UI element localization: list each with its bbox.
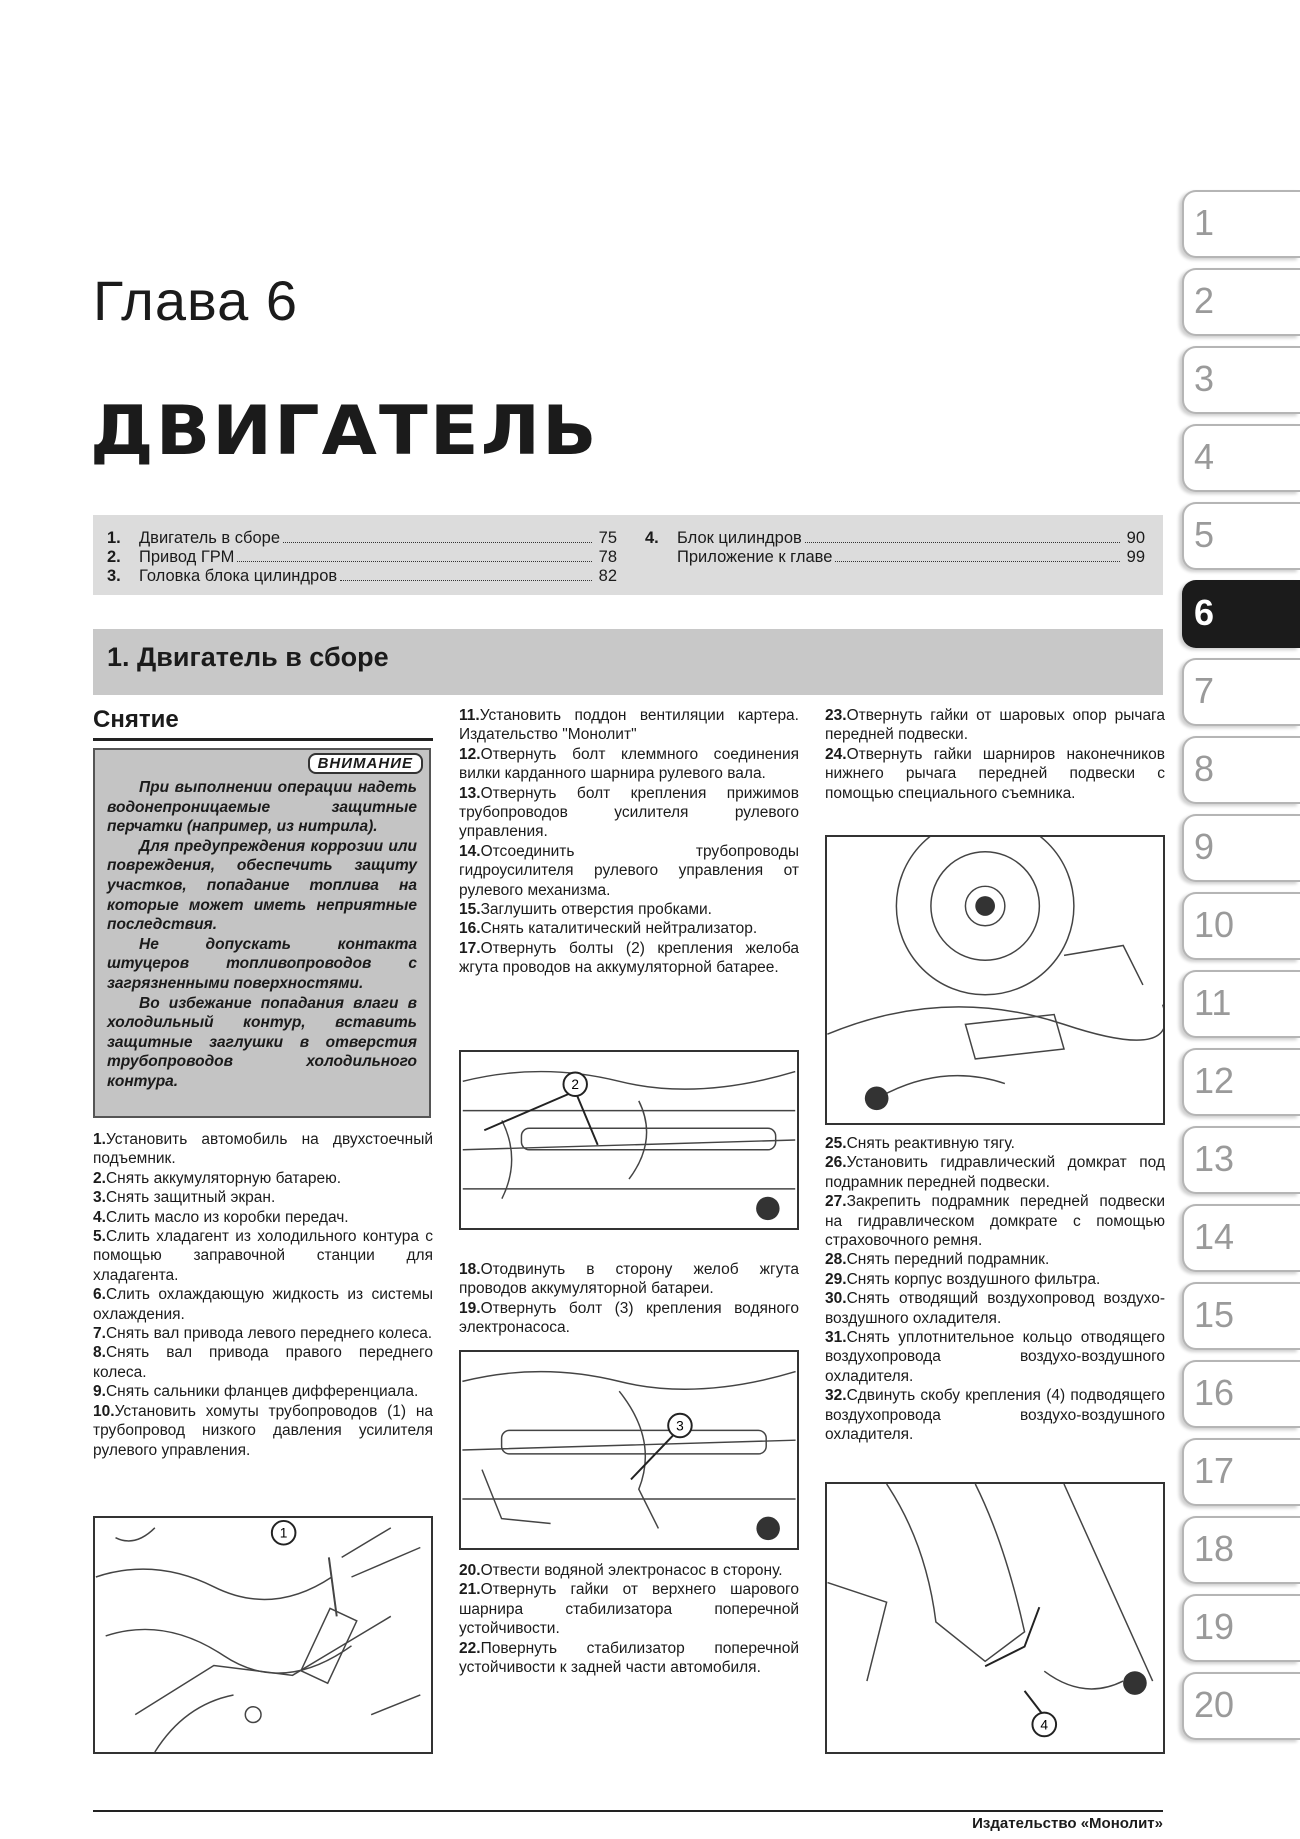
- step-number: 3.: [93, 1189, 106, 1207]
- steps-column-2a: [459, 706, 799, 978]
- chapter-tab-17[interactable]: [1182, 1438, 1300, 1506]
- toc-entry: [107, 548, 617, 567]
- warning-paragraph: При выполнении операции надеть водонепроницаемые защитные перчатки (например, из нитрила).: [107, 779, 417, 836]
- callout-1: 1: [279, 1525, 288, 1541]
- step-item: [825, 706, 1165, 745]
- step-item: [459, 900, 799, 919]
- chapter-tab-6[interactable]: [1182, 580, 1300, 648]
- step-text: Слить охлаждающую жидкость из системы охлаждения.: [93, 1286, 433, 1323]
- step-number: 31.: [825, 1329, 847, 1347]
- chapter-tab-label: 14: [1194, 1216, 1235, 1257]
- step-item: [93, 1324, 433, 1343]
- steps-column-1: [93, 1130, 433, 1460]
- step-item: [459, 1561, 799, 1580]
- toc-title: Блок цилиндров: [677, 529, 802, 547]
- step-number: 30.: [825, 1290, 847, 1308]
- water-pump-illustration: [461, 1352, 797, 1548]
- step-number: 24.: [825, 745, 847, 763]
- figure-harness-bolts: [459, 1050, 799, 1230]
- chapter-number: Глава 6: [93, 269, 298, 332]
- step-number: 22.: [459, 1639, 481, 1657]
- step-item: [93, 1382, 433, 1401]
- chapter-tab-label: 7: [1194, 670, 1215, 711]
- chapter-tab-label: 16: [1194, 1372, 1235, 1413]
- step-text: Снять отводящий воздухопровод воздухо-воздушного охладителя.: [825, 1290, 1165, 1327]
- toc-title: Привод ГРМ: [139, 548, 235, 566]
- step-number: 12.: [459, 745, 481, 763]
- step-text: Отвернуть болты (2) крепления желоба жгута проводов на аккумуляторной батарее.: [459, 939, 799, 977]
- chapter-tab-label: 20: [1194, 1684, 1235, 1725]
- toc-leader: [283, 529, 592, 543]
- chapter-contents: [93, 515, 1163, 595]
- toc-number: 4.: [645, 529, 659, 547]
- toc-entry: [107, 567, 617, 586]
- step-text: Отодвинуть в сторону желоб жгута проводов аккумуляторной батареи.: [459, 1261, 799, 1298]
- step-number: 11.: [459, 707, 480, 724]
- toc-page: 78: [598, 548, 617, 566]
- step-item: [93, 1188, 433, 1207]
- step-text: Снять реактивную тягу.: [846, 1135, 1015, 1152]
- section-title: 1. Двигатель в сборе: [107, 642, 389, 672]
- chapter-tab-label: 17: [1194, 1450, 1235, 1491]
- step-item: [459, 1260, 799, 1299]
- chapter-tab-label: 9: [1194, 826, 1215, 867]
- step-item: [459, 1639, 799, 1678]
- step-text: Снять корпус воздушного фильтра.: [846, 1270, 1101, 1288]
- callout-3: 3: [676, 1418, 684, 1434]
- air-duct-clip-illustration: [827, 1484, 1163, 1752]
- toc-entry: [645, 548, 1145, 567]
- figure-steering-clamp: [93, 1516, 433, 1754]
- chapter-tab-8[interactable]: [1182, 736, 1300, 804]
- callout-2: 2: [571, 1077, 580, 1093]
- step-number: 21.: [459, 1581, 481, 1599]
- toc-number: [645, 548, 677, 567]
- warning-text: [107, 778, 417, 1092]
- step-number: 19.: [459, 1299, 481, 1317]
- step-text: Отвернуть болт крепления прижимов трубопроводов усилителя рулевого управления.: [459, 784, 799, 841]
- chapter-tab-label: 18: [1194, 1528, 1235, 1569]
- step-text: Снять каталитический нейтрализатор.: [480, 920, 758, 938]
- step-text: Сдвинуть скобу крепления (4) подводящего воздухопровода воздухо-воздушного охладителя.: [825, 1387, 1165, 1444]
- step-text: Снять аккумуляторную батарею.: [105, 1169, 342, 1187]
- toc-entry: [107, 529, 617, 548]
- toc-number: 2.: [107, 548, 121, 566]
- steps-column-2c: [459, 1561, 799, 1677]
- toc-page: 90: [1126, 529, 1145, 547]
- step-number: 13.: [459, 784, 481, 802]
- chapter-tab-18[interactable]: [1182, 1516, 1300, 1584]
- step-item: [459, 784, 799, 842]
- step-item: [93, 1130, 433, 1169]
- steps-column-3b: [825, 1134, 1165, 1445]
- warning-paragraph: Не допускать контакта штуцеров топливопроводов с загрязненными поверхностями.: [107, 935, 417, 992]
- toc-leader: [340, 567, 592, 581]
- chapter-tab-4[interactable]: [1182, 424, 1300, 492]
- step-number: 9.: [93, 1383, 106, 1401]
- toc-number: 3.: [107, 567, 121, 585]
- step-number: 1.: [93, 1131, 106, 1148]
- step-number: 5.: [93, 1228, 106, 1246]
- step-text: Установить автомобиль на двухстоечный подъемник.: [93, 1131, 433, 1168]
- step-number: 26.: [825, 1154, 847, 1172]
- section-header: [93, 629, 1163, 695]
- toc-page: 82: [598, 567, 617, 585]
- chapter-tab-16[interactable]: [1182, 1360, 1300, 1428]
- publisher-footer: Издательство «Монолит»: [972, 1815, 1163, 1832]
- chapter-tab-label: 15: [1194, 1294, 1235, 1335]
- chapter-tab-19[interactable]: [1182, 1594, 1300, 1662]
- step-text: Отвернуть гайки шарниров наконечников нижнего рычага передней подвески с помощью специального съемника.: [825, 745, 1165, 802]
- toc-page: 99: [1126, 548, 1145, 566]
- steps-column-3a: [825, 706, 1165, 803]
- toc-leader: [835, 548, 1120, 562]
- step-number: 27.: [825, 1193, 847, 1211]
- step-text: Снять вал привода правого переднего колеса.: [93, 1344, 433, 1381]
- chapter-tab-label: 2: [1194, 280, 1215, 321]
- step-number: 6.: [93, 1286, 106, 1304]
- step-item: [825, 1328, 1165, 1386]
- toc-title: Двигатель в сборе: [139, 529, 281, 547]
- step-item: [459, 706, 799, 745]
- chapter-tab-label: 3: [1194, 358, 1215, 399]
- chapter-tab-label: 12: [1194, 1060, 1235, 1101]
- step-text: Снять сальники фланцев дифференциала.: [105, 1383, 419, 1401]
- step-number: 7.: [93, 1325, 106, 1343]
- step-number: 4.: [93, 1208, 106, 1226]
- toc-leader: [805, 529, 1120, 543]
- step-number: 14.: [459, 842, 481, 860]
- steps-column-2b: [459, 1260, 799, 1338]
- chapter-tab-label: 13: [1194, 1138, 1235, 1179]
- step-text: Снять защитный экран.: [105, 1189, 276, 1207]
- step-item: [459, 1580, 799, 1638]
- step-number: 10.: [93, 1402, 115, 1420]
- step-text: Снять вал привода левого переднего колеса.: [105, 1325, 433, 1343]
- step-item: [825, 745, 1165, 803]
- step-text: Отвести водяной электронасос в сторону.: [480, 1562, 783, 1579]
- step-number: 29.: [825, 1270, 847, 1288]
- chapter-tab-label: 8: [1194, 748, 1215, 789]
- step-number: 32.: [825, 1387, 847, 1405]
- step-item: [825, 1386, 1165, 1444]
- chapter-tab-label: 6: [1194, 592, 1215, 633]
- step-item: [93, 1227, 433, 1285]
- step-number: 15.: [459, 901, 481, 919]
- step-text: Слить масло из коробки передач.: [105, 1208, 349, 1226]
- step-text: Повернуть стабилизатор поперечной устойчивости к задней части автомобиля.: [459, 1639, 799, 1677]
- step-item: [93, 1343, 433, 1382]
- step-item: [93, 1208, 433, 1227]
- step-item: [825, 1289, 1165, 1328]
- callout-4: 4: [1040, 1717, 1049, 1733]
- chapter-tab-7[interactable]: [1182, 658, 1300, 726]
- toc-page: 75: [598, 529, 617, 547]
- step-number: 17.: [459, 939, 481, 957]
- chapter-tab-20[interactable]: [1182, 1672, 1300, 1740]
- chapter-tab-15[interactable]: [1182, 1282, 1300, 1350]
- step-number: 28.: [825, 1251, 847, 1269]
- step-item: [459, 939, 799, 978]
- warning-label: ВНИМАНИЕ: [308, 753, 423, 774]
- chapter-tab-1[interactable]: [1182, 190, 1300, 258]
- step-text: Установить гидравлический домкрат под подрамник передней подвески.: [825, 1154, 1165, 1191]
- footer-rule: [93, 1810, 1163, 1812]
- warning-paragraph: Во избежание попадания влаги в холодильный контур, вставить защитные заглушки в отверстия трубопроводов холодильного контура.: [107, 994, 417, 1090]
- step-number: 20.: [459, 1562, 481, 1579]
- chapter-tab-13[interactable]: [1182, 1126, 1300, 1194]
- step-item: [825, 1192, 1165, 1250]
- chapter-tab-label: 5: [1194, 514, 1215, 555]
- step-number: 2.: [93, 1169, 106, 1187]
- step-text: Отвернуть болт клеммного соединения вилки карданного шарнира рулевого вала.: [459, 745, 799, 783]
- steering-clamp-illustration: [95, 1518, 431, 1752]
- step-number: 8.: [93, 1344, 106, 1362]
- subsection-heading: Снятие: [93, 706, 433, 741]
- chapter-tab-9[interactable]: [1182, 814, 1300, 882]
- step-text: Слить хладагент из холодильного контура с помощью заправочной станции для хладагента.: [93, 1228, 433, 1284]
- step-item: [93, 1402, 433, 1460]
- step-number: 18.: [459, 1261, 481, 1278]
- step-text: Снять уплотнительное кольцо отводящего воздухопровода воздухо-воздушного охладителя.: [825, 1329, 1165, 1385]
- toc-title: Приложение к главе: [677, 548, 833, 566]
- ball-joint-puller-illustration: [827, 837, 1163, 1123]
- figure-ball-joint-puller: [825, 835, 1165, 1125]
- chapter-tab-3[interactable]: [1182, 346, 1300, 414]
- chapter-tab-10[interactable]: [1182, 892, 1300, 960]
- step-text: Установить хомуты трубопроводов (1) на трубопровод низкого давления усилителя рулевого управления.: [93, 1402, 433, 1459]
- step-item: [93, 1169, 433, 1188]
- step-item: [825, 1270, 1165, 1289]
- step-item: [825, 1153, 1165, 1192]
- harness-bolts-illustration: [461, 1052, 797, 1228]
- chapter-title: ДВИГАТЕЛЬ: [90, 392, 599, 471]
- chapter-tab-14[interactable]: [1182, 1204, 1300, 1272]
- step-text: Отвернуть гайки от шаровых опор рычага передней подвески.: [825, 707, 1165, 744]
- step-item: [459, 745, 799, 784]
- chapter-tab-label: 10: [1194, 904, 1235, 945]
- step-text: Снять передний подрамник.: [846, 1251, 1050, 1269]
- chapter-tab-label: 1: [1194, 202, 1215, 243]
- step-number: 25.: [825, 1135, 847, 1152]
- warning-box: [93, 748, 431, 1118]
- chapter-tab-label: 19: [1194, 1606, 1235, 1647]
- figure-water-pump: [459, 1350, 799, 1550]
- chapter-tab-11[interactable]: [1182, 970, 1300, 1038]
- step-text: Закрепить подрамник передней подвески на гидравлическом домкрате с помощью страховочного ремня.: [825, 1193, 1165, 1250]
- chapter-tab-2[interactable]: [1182, 268, 1300, 336]
- step-text: Установить поддон вентиляции картера. Издательство "Монолит": [459, 707, 799, 744]
- toc-number: 1.: [107, 529, 121, 547]
- step-text: Заглушить отверстия пробками.: [480, 901, 712, 919]
- step-text: Отвернуть гайки от верхнего шарового шарнира стабилизатора поперечной устойчивости.: [459, 1581, 799, 1638]
- figure-air-duct-clip: [825, 1482, 1165, 1754]
- chapter-tab-5[interactable]: [1182, 502, 1300, 570]
- step-item: [825, 1134, 1165, 1153]
- warning-paragraph: Для предупреждения коррозии или повреждения, обеспечить защиту участков, попадание топлива на которые может иметь неприятные последствия.: [107, 837, 417, 934]
- step-item: [825, 1250, 1165, 1269]
- toc-title: Головка блока цилиндров: [139, 567, 338, 585]
- chapter-tab-label: 11: [1194, 982, 1232, 1023]
- step-number: 23.: [825, 707, 847, 724]
- step-item: [459, 842, 799, 900]
- step-item: [459, 1299, 799, 1338]
- step-text: Отвернуть болт (3) крепления водяного электронасоса.: [459, 1299, 799, 1337]
- toc-leader: [237, 548, 592, 562]
- toc-entry: [645, 529, 1145, 548]
- step-number: 16.: [459, 920, 481, 938]
- step-item: [93, 1285, 433, 1324]
- step-text: Отсоединить трубопроводы гидроусилителя рулевого управления от рулевого механизма.: [459, 842, 799, 899]
- step-item: [459, 919, 799, 938]
- chapter-tab-12[interactable]: [1182, 1048, 1300, 1116]
- chapter-tab-label: 4: [1194, 436, 1215, 477]
